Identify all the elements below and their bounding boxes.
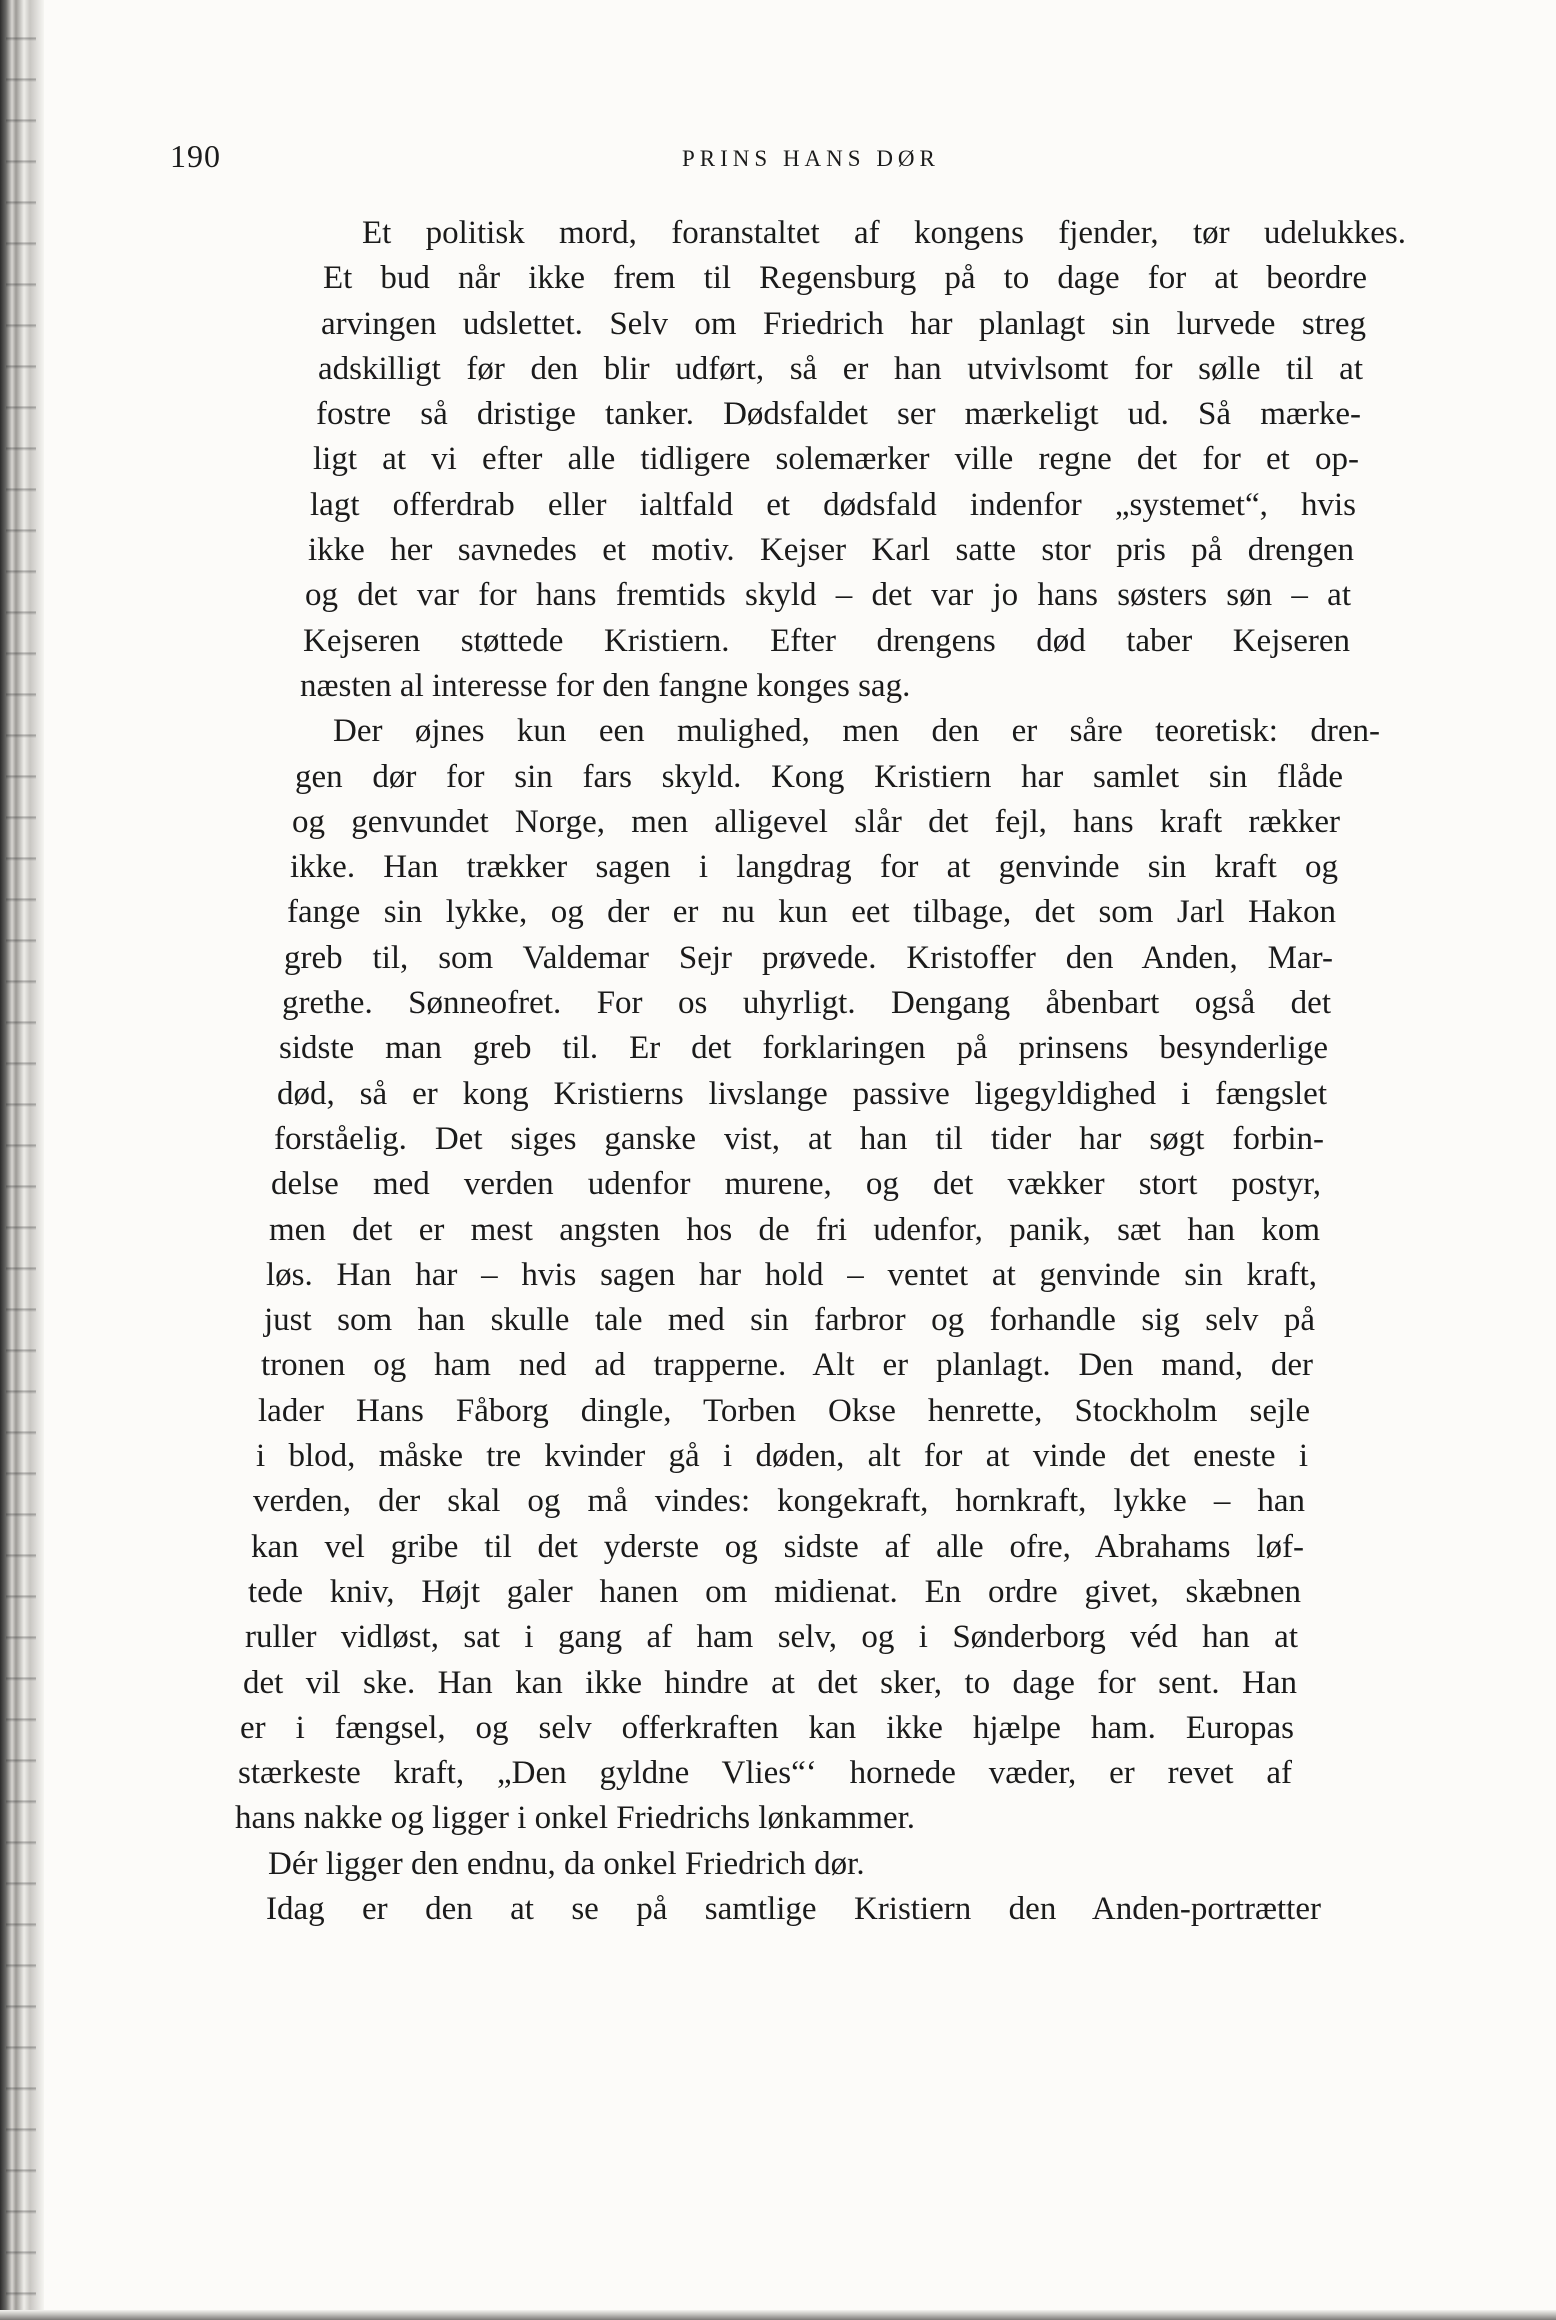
text-line: lader Hans Fåborg dingle, Torben Okse henrette, Stockholm sejle (258, 1392, 1310, 1429)
text-line: Idag er den at se på samtlige Kristiern den Anden-portrætter (266, 1890, 1321, 1927)
text-line: gen dør for sin fars skyld. Kong Kristiern har samlet sin flåde (295, 758, 1343, 795)
text-line: fostre så dristige tanker. Dødsfaldet ser mærkeligt ud. Så mærke- (316, 396, 1361, 433)
text-line: ruller vidløst, sat i gang af ham selv, og i Sønderborg véd han at (245, 1619, 1298, 1656)
text-line: Der øjnes kun een mulighed, men den er såre teoretisk: dren- (333, 713, 1380, 750)
text-line: næsten al interesse for den fangne konges sag. (300, 667, 911, 704)
text-line: just som han skulle tale med sin farbror og forhandle sig selv på (264, 1302, 1315, 1339)
text-line: tronen og ham ned ad trapperne. Alt er planlagt. Den mand, der (261, 1347, 1313, 1384)
page-bottom-edge (0, 2310, 1556, 2320)
text-line: fange sin lykke, og der er nu kun eet tilbage, det som Jarl Hakon (287, 894, 1336, 931)
text-line: greb til, som Valdemar Sejr prøvede. Kristoffer den Anden, Mar- (284, 939, 1333, 976)
text-line: arvingen udslettet. Selv om Friedrich har planlagt sin lurvede streg (321, 305, 1366, 342)
text-line: men det er mest angsten hos de fri udenfor, panik, sæt han kom (269, 1211, 1320, 1248)
body-text (235, 211, 1406, 1932)
text-line: sidste man greb til. Er det forklaringen på prinsens besynderlige (279, 1030, 1328, 1067)
text-line: tede kniv, Højt galer hanen om midienat. En ordre givet, skæbnen (248, 1573, 1301, 1610)
text-line: hans nakke og ligger i onkel Friedrichs lønkammer. (235, 1800, 916, 1837)
spine-shadow-texture (6, 0, 36, 2320)
text-line: kan vel gribe til det yderste og sidste af alle ofre, Abrahams løf- (251, 1528, 1304, 1565)
text-line: lagt offerdrab eller ialtfald et dødsfald indenfor „systemet“, hvis (310, 486, 1356, 523)
text-line: forståelig. Det siges ganske vist, at han til tider har søgt forbin- (274, 1120, 1324, 1157)
text-line: løs. Han har – hvis sagen har hold – ventet at genvinde sin kraft, (266, 1256, 1317, 1293)
text-line: ikke. Han trækker sagen i langdrag for at genvinde sin kraft og (290, 849, 1338, 886)
text-line: død, så er kong Kristierns livslange passive ligegyldighed i fængslet (277, 1075, 1327, 1112)
text-line: det vil ske. Han kan ikke hindre at det sker, to dage for sent. Han (243, 1664, 1297, 1701)
text-line: er i fængsel, og selv offerkraften kan ikke hjælpe ham. Europas (240, 1709, 1294, 1746)
text-line: stærkeste kraft, „Den gyldne Vlies“‘ hornede væder, er revet af (238, 1755, 1292, 1792)
page-header (170, 138, 1370, 188)
text-line: grethe. Sønneofret. For os uhyrligt. Dengang åbenbart også det (282, 985, 1331, 1022)
text-line: adskilligt før den blir udført, så er han utvivlsomt for sølle til at (318, 350, 1363, 387)
text-line: ligt at vi efter alle tidligere solemærker ville regne det for et op- (313, 441, 1359, 478)
text-line: Et politisk mord, foranstaltet af kongens fjender, tør udelukkes. (362, 215, 1406, 251)
text-line: og det var for hans fremtids skyld – det var jo hans søsters søn – at (305, 577, 1351, 614)
page-number: 190 (170, 138, 221, 174)
text-line: Dér ligger den endnu, da onkel Friedrich dør. (268, 1845, 865, 1882)
text-line: verden, der skal og må vindes: kongekraft, hornkraft, lykke – han (253, 1483, 1305, 1520)
text-line: ikke her savnedes et motiv. Kejser Karl satte stor pris på drengen (308, 532, 1354, 569)
text-line: og genvundet Norge, men alligevel slår det fejl, hans kraft rækker (292, 803, 1340, 840)
text-line: Et bud når ikke frem til Regensburg på to dage for at beordre (323, 260, 1367, 297)
text-line: i blod, måske tre kvinder gå i døden, alt for at vinde det eneste i (256, 1438, 1308, 1475)
text-line: delse med verden udenfor murene, og det vækker stort postyr, (271, 1166, 1321, 1203)
running-title: PRINS HANS DØR (682, 146, 940, 171)
text-line: Kejseren støttede Kristiern. Efter drengens død taber Kejseren (303, 622, 1350, 659)
